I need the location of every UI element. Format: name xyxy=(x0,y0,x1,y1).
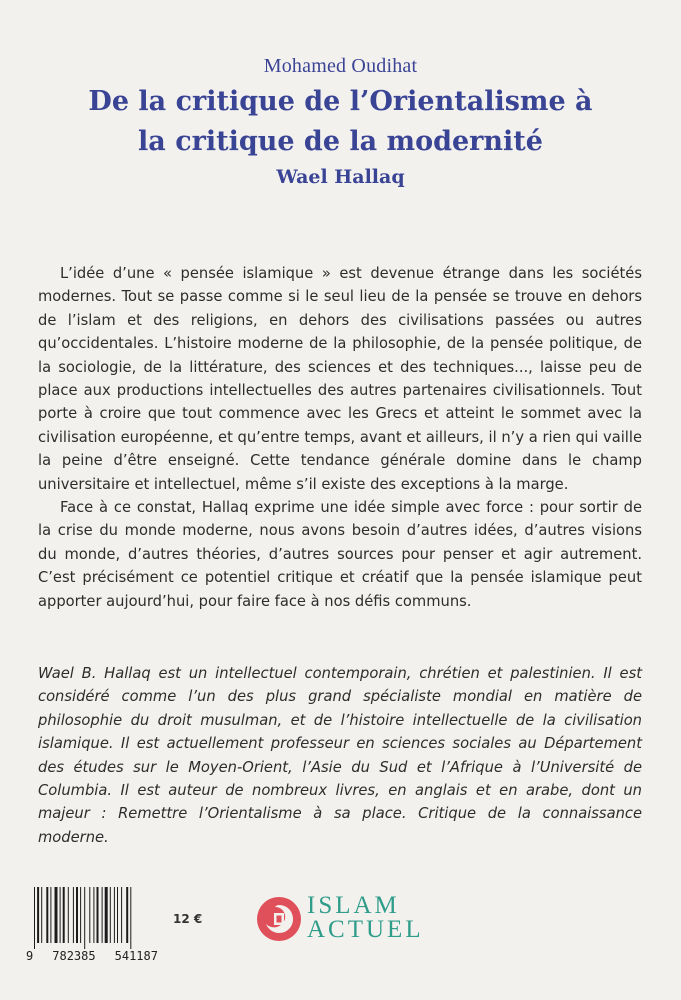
publisher-logo xyxy=(256,894,426,948)
book-subtitle: Wael Hallaq xyxy=(276,166,405,188)
barcode-bars xyxy=(26,887,158,949)
barcode-bar xyxy=(55,887,58,943)
publisher-wordmark xyxy=(307,894,424,942)
blurb-paragraph-2: Face à ce constat, Hallaq exprime une idée simple avec force : pour sortir de la crise du monde moderne, nous avons besoin d’autres idées, d’autres visions du monde, d’autres théories, d’autres sources pour penser et agir autrement. C’est précisément ce potentiel critique et créatif que la pensée islamique peut apporter aujourd’hui, pour faire face à nos défis communs. xyxy=(38,499,642,610)
barcode-group-2: 541187 xyxy=(114,949,158,963)
author-bio-text: Wael B. Hallaq est un intellectuel contemporain, chrétien et palestinien. Il est considéré comme l’un des plus grand spécialiste mondial en matière de philosophie du droit musulman, et de l’histoire intellectuelle de la civilisation islamique. Il est actuellement professeur en sciences sociales au Département des études sur le Moyen-Orient, l’Asie du Sud et l’Afrique à l’Université de Columbia. Il est auteur de nombreux livres, en anglais et en arabe, dont un majeur : Remettre l’Orientalisme à sa place. Critique de la connaissance moderne. xyxy=(38,665,642,846)
blurb-paragraph-1: L’idée d’une « pensée islamique » est devenue étrange dans les sociétés modernes. Tout se passe comme si le seul lieu de la pensée se trouve en dehors de l’islam et des religions, en dehors des civilisations passées ou autres qu’occidentales. L’histoire moderne de la philosophie, de la pensée politique, de la sociologie, de la littérature, des sciences et des techniques..., laisse peu de place aux productions intellectuelles des autres partenaires civilisationnels. Tout porte à croire que tout commence avec les Grecs et atteint le sommet avec la civilisation européenne, et qu’entre temps, avant et ailleurs, il n’y a rien qui vaille la peine d’être enseigné. Cette tendance générale domine dans le champ universitaire et intellectuel, même s’il existe des exceptions à la marge. xyxy=(38,265,642,493)
barcode-digit-first: 9 xyxy=(26,949,34,963)
author-bio xyxy=(38,662,642,849)
barcode-bar xyxy=(110,887,111,943)
barcode-digits xyxy=(26,949,158,963)
barcode-bar xyxy=(76,887,78,943)
blurb xyxy=(38,262,642,613)
barcode-bar xyxy=(46,887,48,943)
barcode-bar xyxy=(93,887,94,943)
barcode-bar xyxy=(130,887,131,949)
barcode-bar xyxy=(63,887,65,943)
price-label: 12 € xyxy=(173,912,203,926)
barcode-bar xyxy=(105,887,108,943)
barcode-bar xyxy=(41,887,42,943)
barcode-bar xyxy=(68,887,69,943)
barcode-bar xyxy=(50,887,51,943)
book-title xyxy=(0,82,681,162)
barcode-bar xyxy=(121,887,122,943)
barcode-bar xyxy=(80,887,81,943)
barcode-bar xyxy=(117,887,118,943)
barcode-bar xyxy=(84,887,85,949)
isbn-barcode xyxy=(26,887,158,969)
barcode-bar xyxy=(97,887,99,943)
barcode-bar xyxy=(60,887,61,943)
book-title-line2: la critique de la modernité xyxy=(138,126,543,157)
publisher-mark-icon xyxy=(256,896,302,942)
barcode-bar xyxy=(89,887,90,943)
barcode-group-1: 782385 xyxy=(52,949,96,963)
barcode-bar xyxy=(102,887,103,943)
barcode-bar xyxy=(114,887,115,943)
author-name: Mohamed Oudihat xyxy=(263,55,418,77)
barcode-bar xyxy=(126,887,128,943)
book-title-line1: De la critique de l’Orientalisme à xyxy=(88,86,593,117)
barcode-bar xyxy=(34,887,35,949)
barcode-bar xyxy=(73,887,74,943)
publisher-line-2: ACTUEL xyxy=(307,916,424,943)
publisher-line-1: ISLAM xyxy=(307,892,400,919)
cover-header xyxy=(0,52,681,192)
barcode-bar xyxy=(37,887,39,943)
